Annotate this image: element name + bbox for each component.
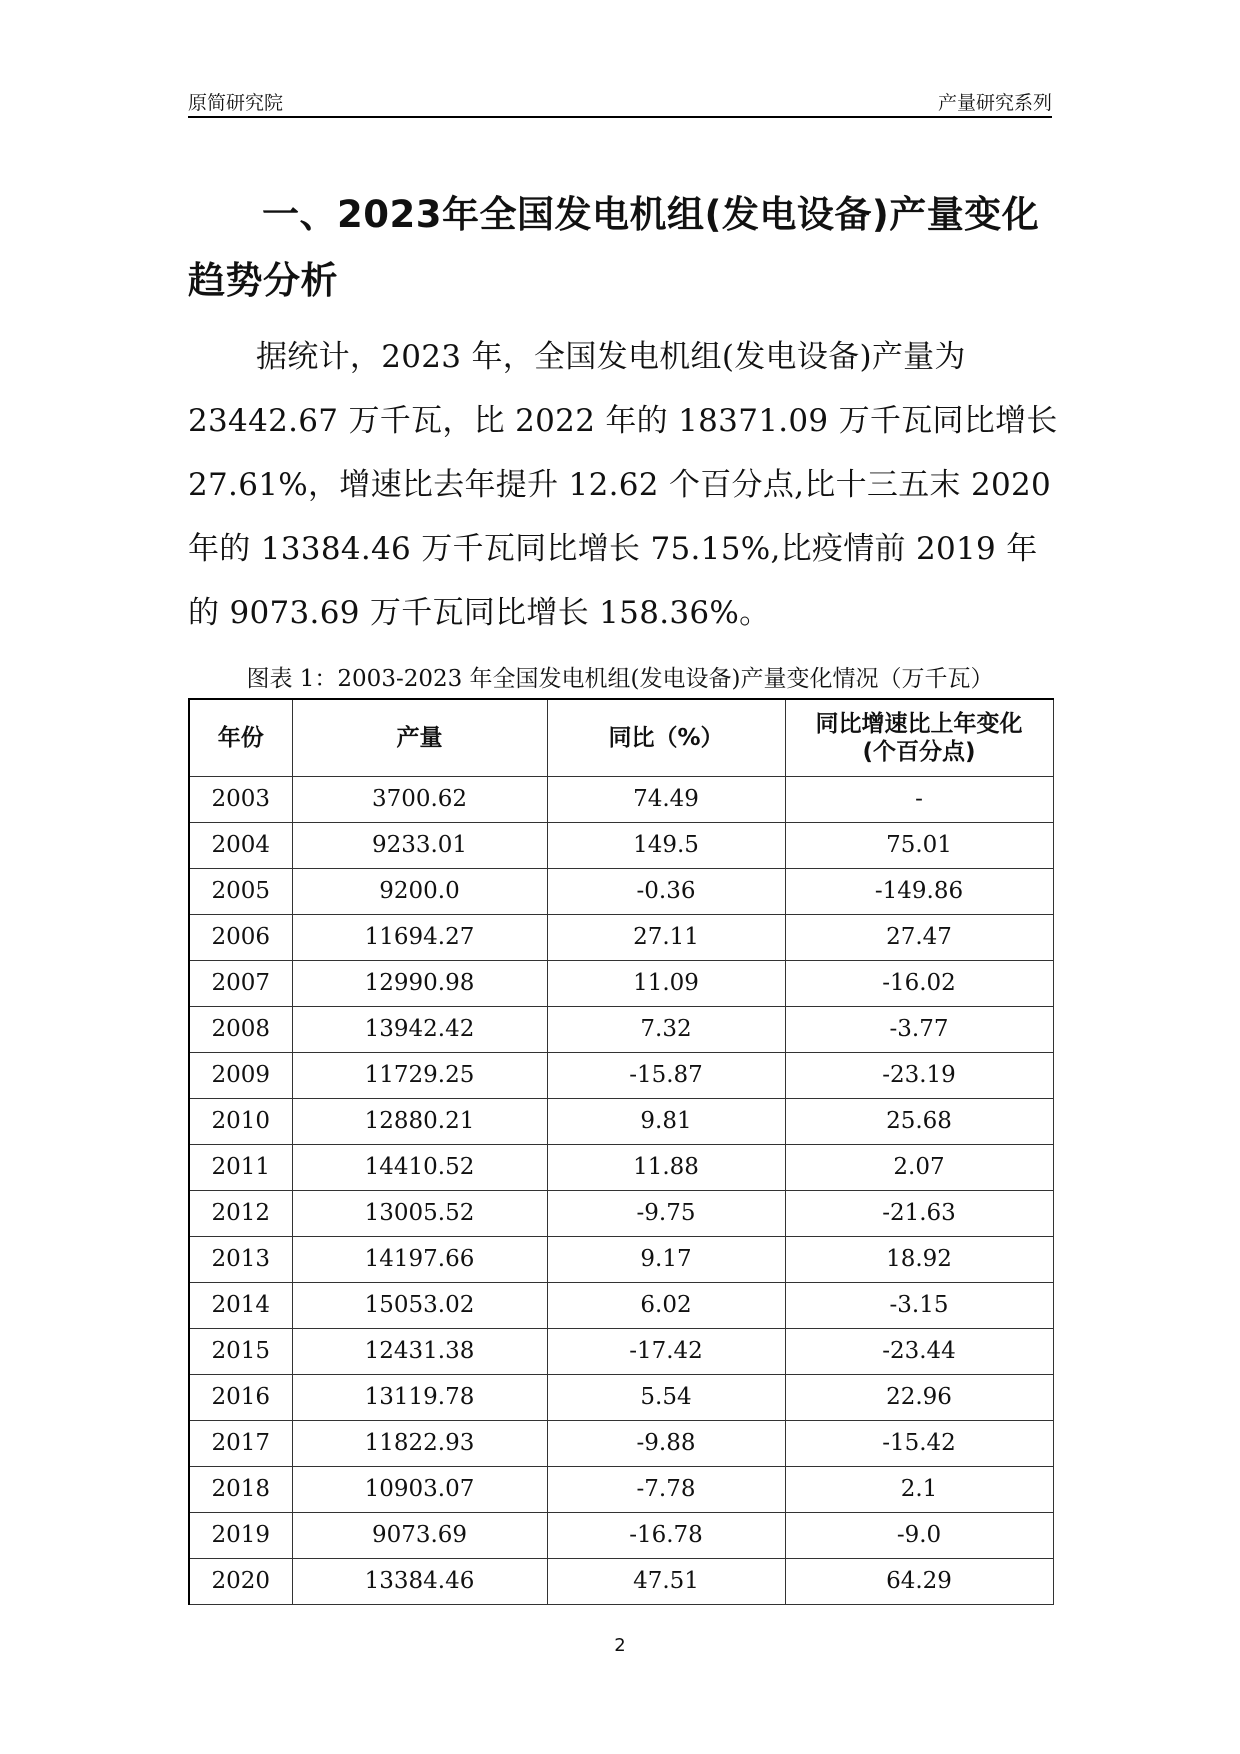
page-header	[188, 86, 1052, 118]
cell-year: 2019	[189, 1513, 292, 1559]
cell-output: 11822.93	[292, 1421, 547, 1467]
cell-yoy-change: 18.92	[785, 1237, 1053, 1283]
cell-yoy-change: -23.44	[785, 1329, 1053, 1375]
cell-output: 12431.38	[292, 1329, 547, 1375]
cell-yoy: -0.36	[547, 869, 785, 915]
table-row	[189, 1145, 1053, 1191]
cell-yoy: 9.17	[547, 1237, 785, 1283]
cell-yoy: 149.5	[547, 823, 785, 869]
table-row	[189, 1237, 1053, 1283]
cell-yoy-change: -21.63	[785, 1191, 1053, 1237]
cell-yoy: -9.75	[547, 1191, 785, 1237]
cell-yoy-change: 75.01	[785, 823, 1053, 869]
cell-year: 2007	[189, 961, 292, 1007]
cell-yoy-change: -149.86	[785, 869, 1053, 915]
cell-yoy: 6.02	[547, 1283, 785, 1329]
cell-year: 2020	[189, 1559, 292, 1605]
cell-output: 10903.07	[292, 1467, 547, 1513]
table-row	[189, 1467, 1053, 1513]
table-row	[189, 1559, 1053, 1605]
table-row	[189, 1421, 1053, 1467]
cell-output: 13005.52	[292, 1191, 547, 1237]
cell-year: 2009	[189, 1053, 292, 1099]
cell-output: 9233.01	[292, 823, 547, 869]
cell-year: 2004	[189, 823, 292, 869]
cell-year: 2017	[189, 1421, 292, 1467]
cell-output: 13384.46	[292, 1559, 547, 1605]
cell-year: 2015	[189, 1329, 292, 1375]
cell-yoy-change: -15.42	[785, 1421, 1053, 1467]
table-row	[189, 777, 1053, 823]
cell-output: 3700.62	[292, 777, 547, 823]
cell-year: 2013	[189, 1237, 292, 1283]
cell-yoy-change: -16.02	[785, 961, 1053, 1007]
column-header-year: 年份	[189, 699, 292, 777]
cell-year: 2016	[189, 1375, 292, 1421]
cell-year: 2018	[189, 1467, 292, 1513]
table-row	[189, 961, 1053, 1007]
cell-year: 2011	[189, 1145, 292, 1191]
cell-yoy-change: -	[785, 777, 1053, 823]
cell-yoy: -9.88	[547, 1421, 785, 1467]
table-row	[189, 1191, 1053, 1237]
cell-yoy: 7.32	[547, 1007, 785, 1053]
cell-year: 2014	[189, 1283, 292, 1329]
cell-yoy-change: 64.29	[785, 1559, 1053, 1605]
cell-output: 12880.21	[292, 1099, 547, 1145]
cell-output: 9200.0	[292, 869, 547, 915]
column-header-yoy-change: 同比增速比上年变化 (个百分点)	[785, 699, 1053, 777]
cell-yoy-change: -3.15	[785, 1283, 1053, 1329]
cell-yoy-change: 2.07	[785, 1145, 1053, 1191]
cell-yoy: -15.87	[547, 1053, 785, 1099]
cell-year: 2012	[189, 1191, 292, 1237]
cell-year: 2008	[189, 1007, 292, 1053]
cell-output: 11694.27	[292, 915, 547, 961]
table-row	[189, 1283, 1053, 1329]
cell-yoy: 47.51	[547, 1559, 785, 1605]
cell-output: 14197.66	[292, 1237, 547, 1283]
table-row	[189, 915, 1053, 961]
cell-year: 2010	[189, 1099, 292, 1145]
column-header-yoy: 同比（%）	[547, 699, 785, 777]
table-header-row	[189, 699, 1053, 777]
cell-yoy: 74.49	[547, 777, 785, 823]
cell-output: 13119.78	[292, 1375, 547, 1421]
cell-yoy-change: -3.77	[785, 1007, 1053, 1053]
table-caption: 图表 1：2003-2023 年全国发电机组(发电设备)产量变化情况（万千瓦）	[246, 666, 994, 692]
cell-yoy: 9.81	[547, 1099, 785, 1145]
cell-yoy: -16.78	[547, 1513, 785, 1559]
cell-output: 13942.42	[292, 1007, 547, 1053]
summary-paragraph: 据统计，2023 年，全国发电机组(发电设备)产量为 23442.67 万千瓦，比 2022 年的 18371.09 万千瓦同比增长 27.61%，增速比去年提升 12.62 个百分点,比十三五末 2020 年的 13384.46 万千瓦同比增长 75.15%,比疫情前 2019 年的 9073.69 万千瓦同比增长 158.36%。	[188, 339, 1058, 631]
table-row	[189, 1099, 1053, 1145]
header-organization: 原简研究院	[188, 92, 284, 114]
cell-yoy: 5.54	[547, 1375, 785, 1421]
table-row	[189, 1329, 1053, 1375]
table-row	[189, 823, 1053, 869]
cell-year: 2005	[189, 869, 292, 915]
table-row	[189, 869, 1053, 915]
cell-output: 9073.69	[292, 1513, 547, 1559]
table-row	[189, 1375, 1053, 1421]
cell-yoy-change: 22.96	[785, 1375, 1053, 1421]
cell-yoy-change: 27.47	[785, 915, 1053, 961]
cell-yoy: 11.09	[547, 961, 785, 1007]
cell-year: 2003	[189, 777, 292, 823]
cell-yoy: -7.78	[547, 1467, 785, 1513]
production-table	[188, 698, 1054, 1605]
page-number: 2	[614, 1635, 626, 1656]
header-series: 产量研究系列	[937, 92, 1052, 114]
cell-yoy: 27.11	[547, 915, 785, 961]
table-row	[189, 1007, 1053, 1053]
cell-yoy: 11.88	[547, 1145, 785, 1191]
column-header-output: 产量	[292, 699, 547, 777]
cell-output: 12990.98	[292, 961, 547, 1007]
cell-output: 15053.02	[292, 1283, 547, 1329]
cell-yoy: -17.42	[547, 1329, 785, 1375]
table-row	[189, 1513, 1053, 1559]
cell-yoy-change: -23.19	[785, 1053, 1053, 1099]
cell-output: 14410.52	[292, 1145, 547, 1191]
cell-yoy-change: 2.1	[785, 1467, 1053, 1513]
cell-year: 2006	[189, 915, 292, 961]
table-row	[189, 1053, 1053, 1099]
cell-yoy-change: -9.0	[785, 1513, 1053, 1559]
section-title: 一、2023年全国发电机组(发电设备)产量变化趋势分析	[188, 193, 1040, 302]
cell-output: 11729.25	[292, 1053, 547, 1099]
cell-yoy-change: 25.68	[785, 1099, 1053, 1145]
